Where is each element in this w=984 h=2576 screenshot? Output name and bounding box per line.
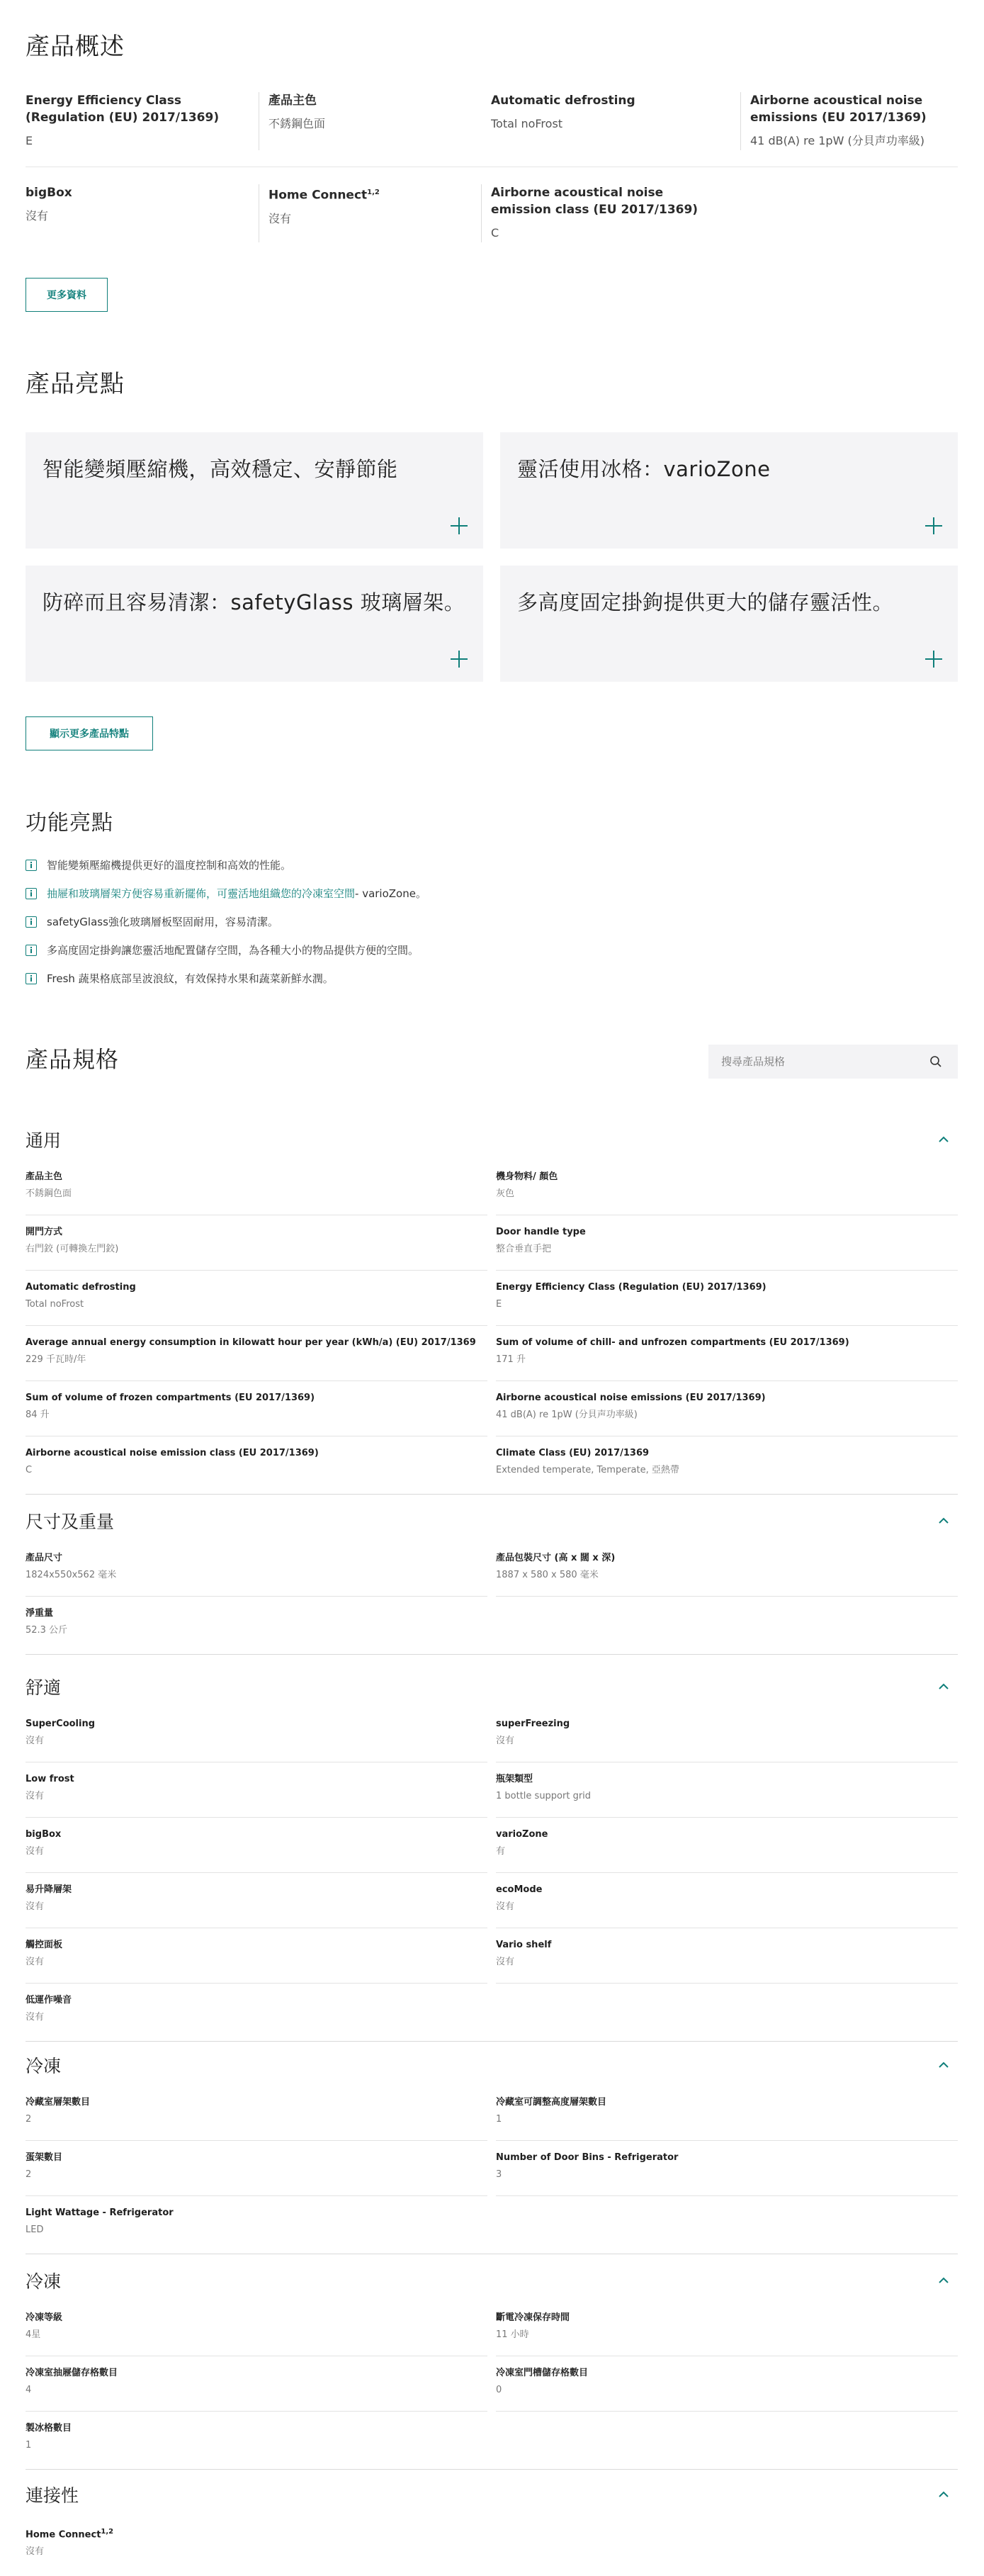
spec-item	[26, 1281, 479, 1311]
spec-value: 沒有	[496, 1736, 515, 1746]
spec-value: 有	[496, 1846, 506, 1857]
spec-value: 1	[496, 2114, 502, 2125]
chevron-up-icon[interactable]	[938, 1515, 949, 1526]
spec-value: 沒有	[26, 1791, 45, 1801]
feature-item: Fresh 蔬果格底部呈波浪紋，有效保持水果和蔬菜新鮮水潤。	[26, 971, 334, 986]
divider	[496, 1270, 958, 1271]
spec-section-title[interactable]: 尺寸及重量	[26, 1512, 115, 1532]
overview-cell	[491, 184, 733, 252]
spec-key: 觸控面板	[26, 1940, 63, 1950]
spec-item	[26, 1718, 479, 1748]
spec-key: 開門方式	[26, 1227, 63, 1237]
divider	[496, 1596, 958, 1597]
spec-key: Light Wattage - Refrigerator	[26, 2207, 174, 2218]
spec-value: 41 dB(A) re 1pW (分貝声功率級)	[496, 1410, 638, 1420]
spec-section-title[interactable]: 舒適	[26, 1677, 62, 1698]
spec-value: LED	[26, 2225, 44, 2235]
spec-key: Number of Door Bins - Refrigerator	[496, 2152, 679, 2163]
info-icon	[26, 973, 37, 984]
divider	[26, 2195, 487, 2196]
plus-icon[interactable]	[925, 651, 942, 668]
overview-cell	[26, 184, 249, 252]
overview-value: 41 dB(A) re 1pW (分貝声功率級)	[750, 134, 924, 147]
spec-key: varioZone	[496, 1829, 548, 1840]
search-icon[interactable]	[929, 1055, 942, 1068]
spec-item	[26, 1171, 479, 1200]
spec-item	[26, 1552, 479, 1582]
spec-key: 易升降層架	[26, 1884, 72, 1895]
spec-value: 1887 x 580 x 580 毫米	[496, 1570, 599, 1580]
divider	[26, 1983, 487, 1984]
overview-key: 產品主色	[268, 94, 317, 108]
divider	[496, 2140, 958, 2141]
spec-item	[26, 2312, 479, 2341]
spec-key: Average annual energy consumption in kilowatt hour per year (kWh/a) (EU) 2017/1369	[26, 1337, 476, 1348]
overview-key: Automatic defrosting	[491, 94, 635, 108]
spec-value: 52.3 公斤	[26, 1625, 68, 1636]
highlight-card[interactable]	[500, 432, 958, 549]
spec-value: 整合垂直手把	[496, 1244, 552, 1254]
spec-value: Total noFrost	[26, 1299, 84, 1310]
spec-key: Door handle type	[496, 1227, 586, 1237]
divider	[26, 1380, 487, 1381]
spec-item	[496, 2096, 949, 2126]
spec-search-input[interactable]	[708, 1045, 958, 1079]
divider	[496, 1325, 958, 1326]
overview-key: Home Connect$^{1,2}$	[268, 188, 380, 203]
spec-item	[496, 1447, 949, 1477]
spec-item	[26, 1226, 479, 1256]
feature-item: 抽屜和玻璃層架方便容易重新擺佈，可靈活地組織您的冷凍室空間 - varioZone。	[26, 886, 426, 901]
chevron-up-icon[interactable]	[938, 2275, 949, 2286]
overview-value: Total noFrost	[491, 117, 563, 130]
spec-value: 1824x550x562 毫米	[26, 1570, 117, 1580]
spec-value: 0	[496, 2385, 502, 2395]
divider	[496, 2411, 958, 2412]
divider	[26, 2140, 487, 2141]
overview-cell	[733, 92, 958, 167]
divider	[26, 1872, 487, 1873]
spec-value: C	[26, 1465, 33, 1475]
spec-value: 1 bottle support grid	[496, 1791, 592, 1801]
spec-value: 4星	[26, 2329, 41, 2340]
spec-key: 低運作噪音	[26, 1995, 72, 2006]
highlight-card-title: 靈活使用冰格：varioZone	[517, 457, 771, 481]
highlights-title: 產品亮點	[26, 370, 125, 398]
overview-grid	[26, 92, 958, 252]
feature-item: safetyGlass強化玻璃層板堅固耐用，容易清潔。	[26, 914, 278, 929]
spec-key: 瓶架類型	[496, 1774, 533, 1784]
section-divider	[26, 2469, 958, 2470]
highlight-card[interactable]	[500, 566, 958, 682]
spec-item	[496, 1884, 949, 1913]
overview-title: 產品概述	[26, 33, 125, 61]
spec-key: Home Connect$^{1,2}$	[26, 2528, 114, 2541]
spec-item	[26, 1337, 479, 1366]
divider	[496, 1872, 958, 1873]
divider	[26, 2411, 487, 2412]
spec-value: 229 千瓦時/年	[26, 1354, 86, 1365]
spec-key: 斷電冷凍保存時間	[496, 2312, 570, 2323]
spec-value: 沒有	[26, 2012, 45, 2023]
spec-key: Sum of volume of chill- and unfrozen compartments (EU 2017/1369)	[496, 1337, 849, 1348]
divider	[26, 1817, 487, 1818]
feature-item: 智能變頻壓縮機提供更好的溫度控制和高效的性能。	[26, 857, 291, 872]
spec-value: 沒有	[26, 1901, 45, 1912]
info-icon	[26, 916, 37, 928]
highlight-card-title: 防碎而且容易清潔：safetyGlass 玻璃層架。	[43, 590, 465, 614]
spec-item	[496, 1773, 949, 1803]
divider	[26, 1325, 487, 1326]
spec-value: 不銹鋼色面	[26, 1188, 72, 1199]
overview-value: 沒有	[268, 211, 292, 225]
spec-key: SuperCooling	[26, 1719, 96, 1729]
spec-value: 11 小時	[496, 2329, 529, 2340]
spec-item	[26, 1607, 479, 1637]
chevron-up-icon[interactable]	[938, 2059, 949, 2071]
info-icon	[26, 945, 37, 956]
spec-value: 沒有	[26, 2546, 45, 2558]
overview-row	[26, 167, 958, 252]
spec-key: 冷凍室門槽儲存格數目	[496, 2368, 589, 2378]
divider	[26, 1596, 487, 1597]
divider	[496, 1380, 958, 1381]
spec-key: bigBox	[26, 1829, 62, 1840]
spec-item	[26, 1773, 479, 1803]
spec-key: Sum of volume of frozen compartments (EU 2017/1369)	[26, 1393, 315, 1403]
spec-item	[26, 1994, 479, 2024]
spec-value: 沒有	[496, 1957, 515, 1967]
spec-item	[496, 1171, 949, 1200]
spec-key: 產品尺寸	[26, 1553, 63, 1563]
spec-item	[496, 1939, 949, 1969]
spec-item	[26, 1884, 479, 1913]
spec-item	[26, 1939, 479, 1969]
divider	[496, 1817, 958, 1818]
spec-key: 製冰格數目	[26, 2423, 72, 2434]
spec-value: 171 升	[496, 1354, 526, 1365]
spec-key: Energy Efficiency Class (Regulation (EU) 2017/1369)	[496, 1282, 767, 1293]
overview-key: bigBox	[26, 186, 72, 200]
spec-key: Climate Class (EU) 2017/1369	[496, 1448, 650, 1458]
spec-value: 2	[26, 2169, 32, 2180]
spec-item	[496, 1337, 949, 1366]
overview-value: 不銹鋼色面	[268, 117, 326, 130]
spec-value: 沒有	[26, 1736, 45, 1746]
overview-key: Airborne acoustical noise emissions (EU 2017/1369)	[750, 94, 927, 125]
spec-key: Vario shelf	[496, 1940, 552, 1950]
spec-item	[496, 1552, 949, 1582]
spec-key: 機身物料/ 顏色	[496, 1171, 558, 1182]
features-title: 功能亮點	[26, 811, 113, 836]
spec-section-title[interactable]: 連接性	[26, 2485, 79, 2506]
highlight-card[interactable]	[26, 566, 483, 682]
spec-value: E	[496, 1299, 502, 1310]
spec-key: Automatic defrosting	[26, 1282, 136, 1293]
divider	[496, 2195, 958, 2196]
spec-item	[26, 1447, 479, 1477]
more-info-button[interactable]: 更多資料	[26, 278, 108, 312]
spec-value: 4	[26, 2385, 32, 2395]
plus-icon[interactable]	[451, 651, 468, 668]
spec-item	[496, 1281, 949, 1311]
highlight-card-title: 多高度固定掛鉤提供更大的儲存靈活性。	[517, 590, 894, 614]
spec-item	[496, 2367, 949, 2397]
spec-item	[26, 2152, 479, 2181]
spec-item	[496, 1392, 949, 1422]
chevron-up-icon[interactable]	[938, 2489, 949, 2500]
spec-value: 沒有	[26, 1957, 45, 1967]
spec-item	[26, 1828, 479, 1858]
overview-cell	[249, 92, 491, 167]
spec-value: 3	[496, 2169, 502, 2180]
spec-value: 2	[26, 2114, 32, 2125]
spec-section-title[interactable]: 冷凍	[26, 2271, 62, 2292]
spec-key: 產品包裝尺寸 (高 x 闊 x 深)	[496, 1553, 616, 1563]
spec-value: 灰色	[496, 1188, 515, 1199]
spec-value: 右門鉸 (可轉換左門鉸)	[26, 1244, 119, 1254]
spec-item	[26, 2096, 479, 2126]
overview-key: Energy Efficiency Class (Regulation (EU) 2017/1369)	[26, 94, 220, 125]
spec-key: 蛋架數目	[26, 2152, 63, 2163]
spec-value: 沒有	[26, 1846, 45, 1857]
spec-key: superFreezing	[496, 1719, 570, 1729]
specs-title: 產品規格	[26, 1046, 120, 1073]
divider	[26, 1270, 487, 1271]
overview-cell	[249, 184, 491, 252]
spec-item	[26, 1392, 479, 1422]
highlight-card[interactable]	[26, 432, 483, 549]
info-icon	[26, 860, 37, 871]
spec-value: 1	[26, 2440, 32, 2451]
overview-value: C	[491, 226, 499, 240]
spec-key: Airborne acoustical noise emissions (EU 2017/1369)	[496, 1393, 766, 1403]
overview-row	[26, 92, 958, 167]
chevron-up-icon[interactable]	[938, 1134, 949, 1145]
divider	[496, 1983, 958, 1984]
spec-item	[496, 2312, 949, 2341]
spec-section-title[interactable]: 冷凍	[26, 2056, 62, 2076]
plus-icon[interactable]	[925, 517, 942, 534]
show-more-features-button[interactable]: 顯示更多產品特點	[26, 716, 153, 750]
spec-item	[496, 2152, 949, 2181]
spec-item	[496, 1828, 949, 1858]
spec-value: 84 升	[26, 1410, 50, 1420]
spec-item	[26, 2207, 479, 2237]
spec-key: Low frost	[26, 1774, 74, 1784]
spec-item	[496, 1226, 949, 1256]
spec-key: 冷藏室可調整高度層架數目	[496, 2097, 607, 2108]
spec-value: 沒有	[496, 1901, 515, 1912]
spec-section-title[interactable]: 通用	[26, 1130, 62, 1151]
spec-item	[26, 2422, 479, 2452]
overview-value: E	[26, 134, 33, 147]
overview-key: Airborne acoustical noise emission class (EU 2017/1369)	[491, 186, 699, 217]
section-divider	[26, 2041, 958, 2042]
overview-cell	[491, 92, 733, 167]
feature-link[interactable]: 抽屜和玻璃層架方便容易重新擺佈，可靈活地組織您的冷凍室空間	[47, 887, 356, 900]
info-icon	[26, 888, 37, 899]
spec-key: 冷藏室層架數目	[26, 2097, 91, 2108]
feature-item: 多高度固定掛鉤讓您靈活地配置儲存空間，為各種大小的物品提供方便的空間。	[26, 943, 419, 957]
section-divider	[26, 1494, 958, 1495]
section-divider	[26, 1654, 958, 1655]
spec-key: 冷凍等級	[26, 2312, 63, 2323]
overview-value: 沒有	[26, 209, 49, 223]
plus-icon[interactable]	[451, 517, 468, 534]
spec-key: 冷凍室抽屜儲存格數目	[26, 2368, 118, 2378]
chevron-up-icon[interactable]	[938, 1681, 949, 1692]
spec-key: Airborne acoustical noise emission class (EU 2017/1369)	[26, 1448, 319, 1458]
spec-key: 產品主色	[26, 1171, 63, 1182]
spec-item	[26, 2367, 479, 2397]
spec-value: Extended temperate, Temperate, 亞熱帶	[496, 1465, 679, 1475]
spec-item	[26, 2526, 479, 2558]
spec-key: 淨重量	[26, 1608, 54, 1619]
spec-key: ecoMode	[496, 1884, 543, 1895]
highlight-card-title: 智能變頻壓縮機，高效穩定、安靜節能	[43, 457, 398, 481]
overview-cell	[26, 92, 249, 167]
spec-item	[496, 1718, 949, 1748]
